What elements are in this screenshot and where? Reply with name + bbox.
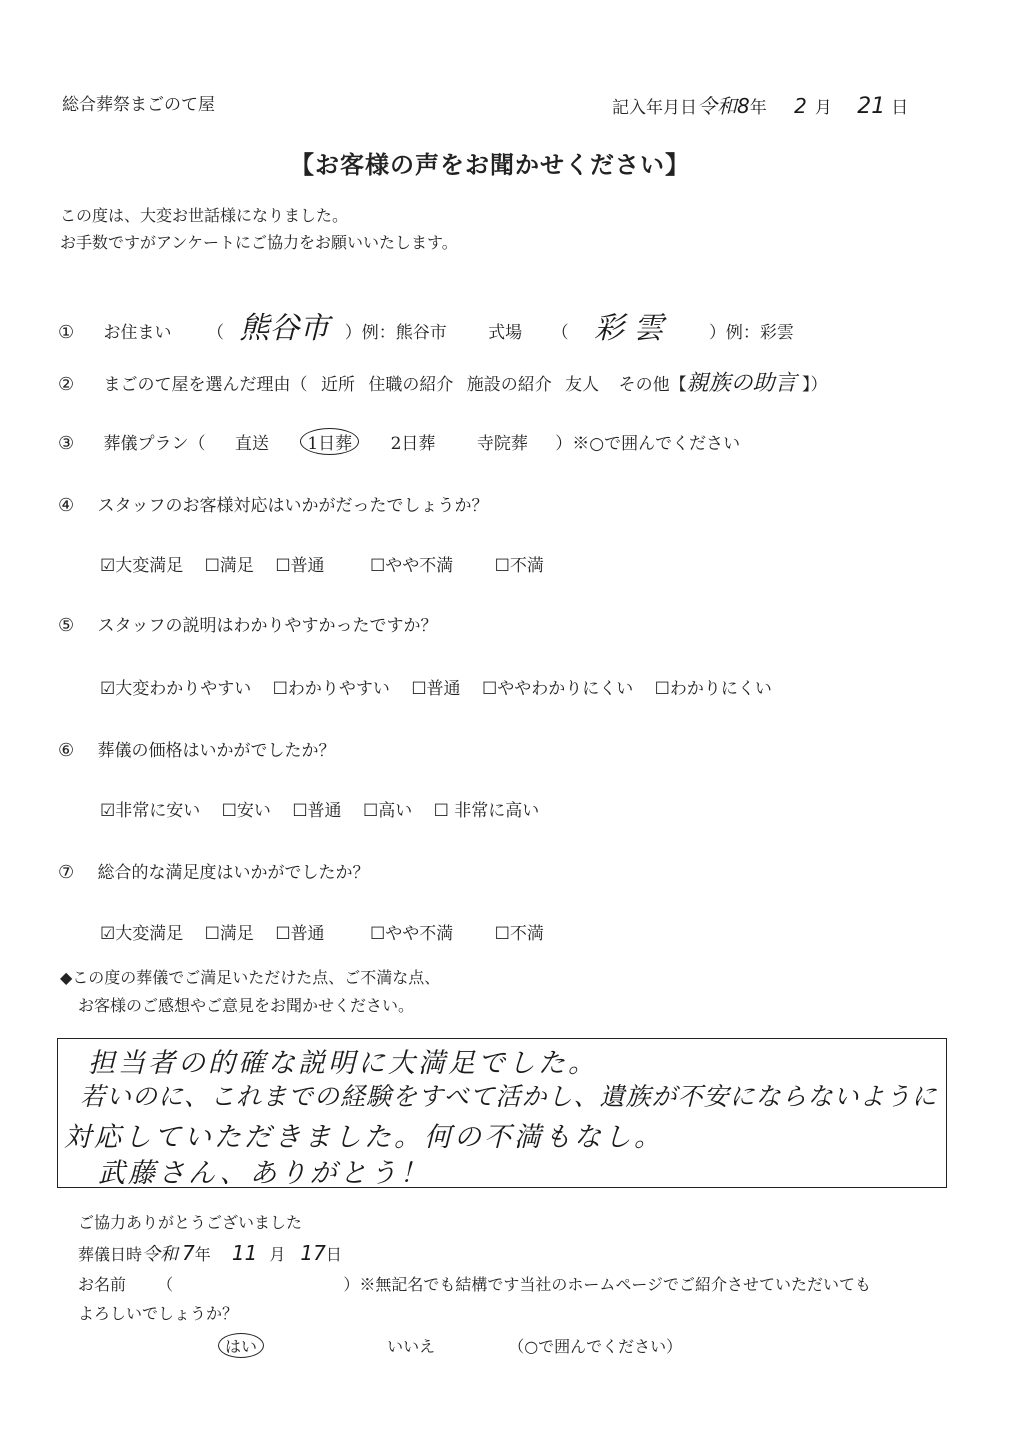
comment-prompt-1: ◆この度の葬儀でご満足いただけた点、ご不満な点、 xyxy=(60,968,441,987)
q7-label: 総合的な満足度はいかがでしたか？ xyxy=(97,863,370,883)
q1-answer[interactable]: 熊谷市 xyxy=(239,311,330,346)
q7-option[interactable]: ☐普通 xyxy=(275,924,325,944)
q3-option-temple[interactable]: 寺院葬 xyxy=(476,434,528,454)
intro-line-2: お手数ですがアンケートにご協力をお願いいたします。 xyxy=(60,233,458,252)
q7-option[interactable]: ☐不満 xyxy=(494,924,544,944)
q5-option-checked[interactable]: ☑大変わかりやすい xyxy=(100,679,252,699)
q1-venue-example: ）例：彩雲 xyxy=(708,323,794,343)
question-2 xyxy=(58,366,828,397)
q5-option[interactable]: ☐わかりにくい xyxy=(654,679,772,699)
q4-option-checked[interactable]: ☑大変満足 xyxy=(100,556,184,576)
q1-number: ① xyxy=(58,322,75,343)
q2-close: 】） xyxy=(802,375,828,395)
q6-number: ⑥ xyxy=(58,740,75,761)
q1-venue-label: 式場 xyxy=(488,323,523,343)
q3-number: ③ xyxy=(58,433,75,454)
consent-options xyxy=(218,1333,682,1358)
q3-option-direct[interactable]: 直送 xyxy=(234,434,269,454)
entry-date-year: 8 xyxy=(737,94,750,118)
year-unit: 年 xyxy=(749,98,767,118)
thanks-text: ご協力ありがとうございました xyxy=(78,1213,303,1232)
q2-option[interactable]: 住職の紹介 xyxy=(368,375,454,395)
q7-option-checked[interactable]: ☑大変満足 xyxy=(100,924,184,944)
q4-options xyxy=(100,551,560,576)
name-label: お名前 xyxy=(78,1275,127,1294)
funeral-year-unit: 年 xyxy=(194,1245,211,1264)
q1-venue-open: （ xyxy=(551,323,569,343)
q2-label: まごのて屋を選んだ理由（ xyxy=(103,375,308,395)
q4-label: スタッフのお客様対応はいかがだったでしょうか？ xyxy=(97,496,489,516)
consent-instruction: （○で囲んでください） xyxy=(508,1337,683,1356)
q5-label: スタッフの説明はわかりやすかったですか？ xyxy=(97,616,438,636)
q1-example: ）例：熊谷市 xyxy=(344,323,447,343)
funeral-date-year: 7 xyxy=(182,1241,195,1265)
month-unit: 月 xyxy=(814,98,832,118)
consent-question: よろしいでしょうか？ xyxy=(78,1304,239,1323)
q6-option[interactable]: ☐安い xyxy=(221,801,271,821)
q4-option[interactable]: ☐不満 xyxy=(494,556,544,576)
q3-option-two-day[interactable]: 2日葬 xyxy=(390,434,436,454)
q6-options xyxy=(100,796,555,821)
q2-other-answer[interactable]: 親族の助言 xyxy=(686,371,797,396)
q2-option[interactable]: 近所 xyxy=(320,375,355,395)
funeral-date-era: 令和 xyxy=(142,1244,179,1265)
question-7 xyxy=(58,858,370,883)
consent-no[interactable]: いいえ xyxy=(387,1337,436,1356)
question-6 xyxy=(58,736,336,761)
funeral-month-unit: 月 xyxy=(269,1245,286,1264)
page-title: 【お客様の声をお聞かせください】 xyxy=(290,150,690,179)
q5-option[interactable]: ☐ややわかりにくい xyxy=(481,679,634,699)
name-row xyxy=(78,1272,871,1295)
q7-option[interactable]: ☐やや不満 xyxy=(369,924,454,944)
q7-number: ⑦ xyxy=(58,862,75,883)
q6-option[interactable]: ☐高い xyxy=(362,801,413,821)
comment-line-4: 武藤さん、ありがとう！ xyxy=(98,1158,430,1189)
entry-date-day: 21 xyxy=(857,94,886,119)
comment-prompt-2: お客様のご感想やご意見をお聞かせください。 xyxy=(78,996,415,1015)
comment-box[interactable] xyxy=(57,1038,947,1188)
q5-option[interactable]: ☐普通 xyxy=(411,679,461,699)
q7-option[interactable]: ☐満足 xyxy=(204,924,254,944)
q2-option[interactable]: 施設の紹介 xyxy=(466,375,552,395)
entry-date-era: 令和 xyxy=(697,94,737,118)
q4-option[interactable]: ☐やや不満 xyxy=(369,556,454,576)
q7-options xyxy=(100,919,560,944)
q6-option[interactable]: ☐ 非常に高い xyxy=(433,801,540,821)
entry-date-label: 記入年月日 xyxy=(612,98,697,118)
question-3 xyxy=(58,428,740,455)
comment-line-1: 担当者の的確な説明に大満足でした。 xyxy=(88,1048,598,1079)
funeral-date-month: 11 xyxy=(231,1241,258,1265)
q1-venue-answer[interactable]: 彩 雲 xyxy=(593,311,664,346)
q3-option-one-day-selected[interactable]: 1日葬 xyxy=(300,428,359,455)
entry-date-month: 2 xyxy=(794,94,807,118)
q1-open: （ xyxy=(206,323,224,343)
funeral-date-day: 17 xyxy=(300,1241,326,1265)
q6-option-checked[interactable]: ☑非常に安い xyxy=(100,801,201,821)
name-open: （ xyxy=(157,1275,174,1294)
company-name: 総合葬祭まごのて屋 xyxy=(62,95,215,115)
q3-label: 葬儀プラン（ xyxy=(103,434,206,454)
q2-number: ② xyxy=(58,374,75,395)
name-close: ）※無記名でも結構です当社のホームページでご紹介させていただいても xyxy=(343,1275,871,1294)
funeral-date xyxy=(78,1240,342,1266)
q5-options xyxy=(100,674,788,699)
comment-line-2: 若いのに、これまでの経験をすべて活かし、遺族が不安にならないように xyxy=(80,1082,938,1111)
day-unit: 日 xyxy=(891,98,909,118)
q1-label: お住まい xyxy=(103,323,172,343)
q3-close: ）※○で囲んでください xyxy=(555,434,741,454)
q4-option[interactable]: ☐普通 xyxy=(275,556,325,576)
q6-label: 葬儀の価格はいかがでしたか？ xyxy=(97,741,336,761)
q6-option[interactable]: ☐普通 xyxy=(292,801,342,821)
comment-line-3: 対応していただきました。何の不満もなし。 xyxy=(64,1122,664,1153)
funeral-date-label: 葬儀日時 xyxy=(78,1245,143,1264)
entry-date xyxy=(612,90,908,119)
q5-number: ⑤ xyxy=(58,615,75,636)
question-1 xyxy=(58,303,794,347)
q4-option[interactable]: ☐満足 xyxy=(204,556,254,576)
funeral-day-unit: 日 xyxy=(325,1245,342,1264)
question-5 xyxy=(58,611,438,636)
q5-option[interactable]: ☐わかりやすい xyxy=(272,679,390,699)
q2-option[interactable]: 友人 xyxy=(565,375,600,395)
q4-number: ④ xyxy=(58,495,75,516)
intro-line-1: この度は、大変お世話様になりました。 xyxy=(60,206,349,225)
question-4 xyxy=(58,491,489,516)
q2-other-label: その他【 xyxy=(618,375,687,395)
consent-yes-selected[interactable]: はい xyxy=(218,1333,264,1358)
